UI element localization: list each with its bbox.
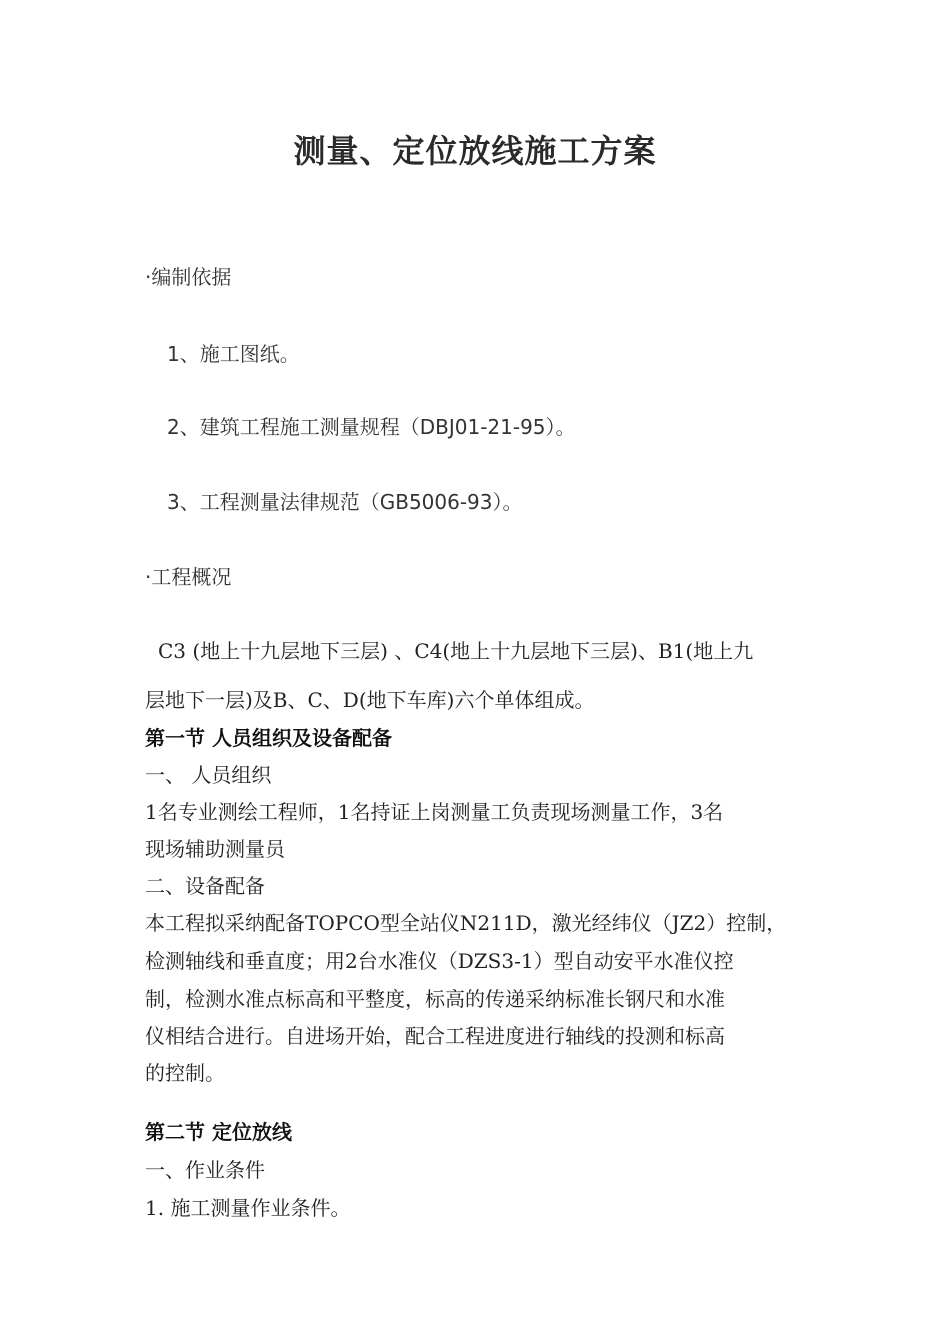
staff-line: 现场辅助测量员 [145, 837, 285, 861]
section1-heading: 第一节 人员组织及设备配备 [145, 726, 392, 750]
overview-heading: ·工程概况 [145, 565, 232, 589]
basis-item: 2、建筑工程施工测量规程（DBJ01-21-95）。 [167, 415, 576, 439]
document-title: 测量、定位放线施工方案 [293, 132, 657, 170]
equipment-line: 检测轴线和垂直度；用2台水准仪（DZS3-1）型自动安平水准仪控 [145, 949, 734, 973]
equipment-line: 本工程拟采纳配备TOPCO型全站仪N211D，激光经纬仪（JZ2）控制， [145, 911, 787, 935]
basis-heading: ·编制依据 [145, 265, 232, 289]
equipment-line: 的控制。 [145, 1061, 225, 1085]
section1-subheading-staff: 一、 人员组织 [145, 763, 272, 787]
section2-subheading: 一、作业条件 [145, 1158, 265, 1182]
equipment-line: 制，检测水准点标高和平整度，标高的传递采纳标准长钢尺和水准 [145, 987, 725, 1011]
staff-line: 1名专业测绘工程师，1名持证上岗测量工负责现场测量工作，3名 [145, 800, 724, 824]
basis-item: 3、工程测量法律规范（GB5006-93）。 [167, 490, 523, 514]
equipment-line: 仪相结合进行。自进场开始，配合工程进度进行轴线的投测和标高 [145, 1024, 725, 1048]
overview-line: 层地下一层)及B、C、D(地下车库)六个单体组成。 [145, 688, 595, 712]
basis-item: 1、施工图纸。 [167, 342, 300, 366]
section2-heading: 第二节 定位放线 [145, 1120, 292, 1144]
section2-item: 1. 施工测量作业条件。 [145, 1196, 351, 1220]
overview-line: C3 (地上十九层地下三层) 、C4(地上十九层地下三层)、B1(地上九 [158, 639, 754, 663]
section1-subheading-equipment: 二、设备配备 [145, 874, 265, 898]
